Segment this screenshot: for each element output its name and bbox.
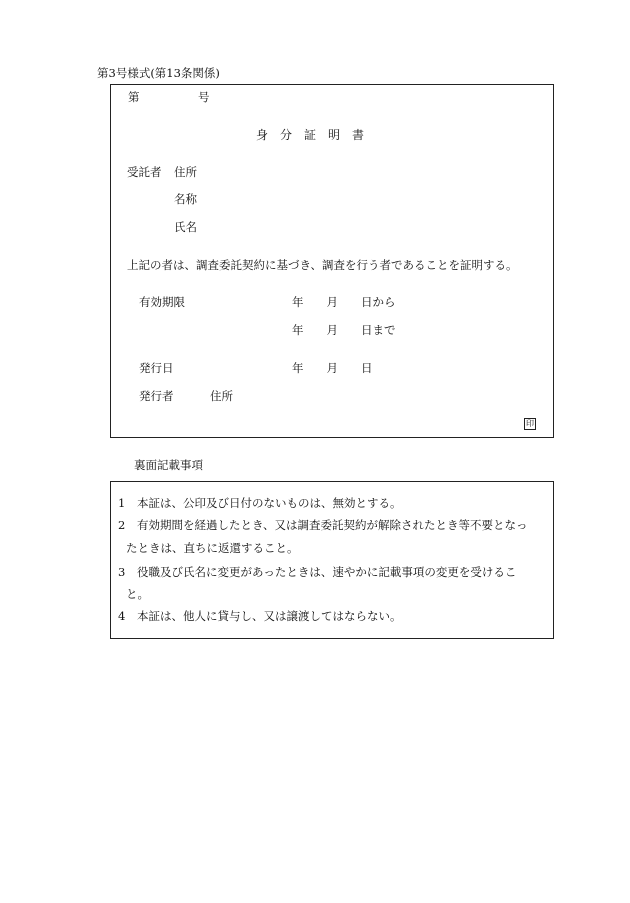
reverse-item-number: 4 xyxy=(118,609,126,623)
name-label: 名称 xyxy=(174,192,197,206)
reverse-item-text: 役職及び氏名に変更があったときは、速やかに記載事項の変更を受けるこ xyxy=(137,565,517,579)
validity-label: 有効期限 xyxy=(139,295,185,309)
reverse-item-4 xyxy=(118,611,543,623)
reverse-item-text: たときは、直ちに返還すること。 xyxy=(126,541,299,555)
contractor-label: 受託者 xyxy=(127,165,162,179)
seal-mark: 印 xyxy=(526,419,534,428)
issuer-address-label: 住所 xyxy=(210,389,233,403)
issue-date-label: 発行日 xyxy=(139,361,174,375)
reverse-heading: 裏面記載事項 xyxy=(134,458,203,472)
certification-statement: 上記の者は、調査委託契約に基づき、調査を行う者であることを証明する。 xyxy=(127,258,518,272)
validity-to: 年 月 日まで xyxy=(292,323,396,337)
number-prefix: 第 xyxy=(128,90,140,104)
address-label: 住所 xyxy=(174,165,197,179)
certificate-title: 身 分 証 明 書 xyxy=(256,128,365,142)
reverse-item-text: 本証は、他人に貸与し、又は譲渡してはならない。 xyxy=(137,609,402,623)
reverse-item-text: 有効期間を経過したとき、又は調査委託契約が解除されたとき等不要となっ xyxy=(137,518,528,532)
reverse-item-3 xyxy=(118,567,543,579)
number-suffix: 号 xyxy=(198,90,210,104)
reverse-item-text: と。 xyxy=(126,587,149,601)
reverse-item-text: 本証は、公印及び日付のないものは、無効とする。 xyxy=(137,496,402,510)
issue-date: 年 月 日 xyxy=(292,361,373,375)
issuer-label: 発行者 xyxy=(139,389,174,403)
reverse-item-1 xyxy=(118,498,543,510)
form-title: 第3号様式(第13条関係) xyxy=(97,66,220,80)
reverse-item-number: 3 xyxy=(118,565,126,579)
validity-from: 年 月 日から xyxy=(292,295,396,309)
reverse-item-number: 2 xyxy=(118,518,126,532)
person-label: 氏名 xyxy=(174,220,197,234)
reverse-item-2 xyxy=(118,520,543,532)
reverse-item-number: 1 xyxy=(118,496,126,510)
